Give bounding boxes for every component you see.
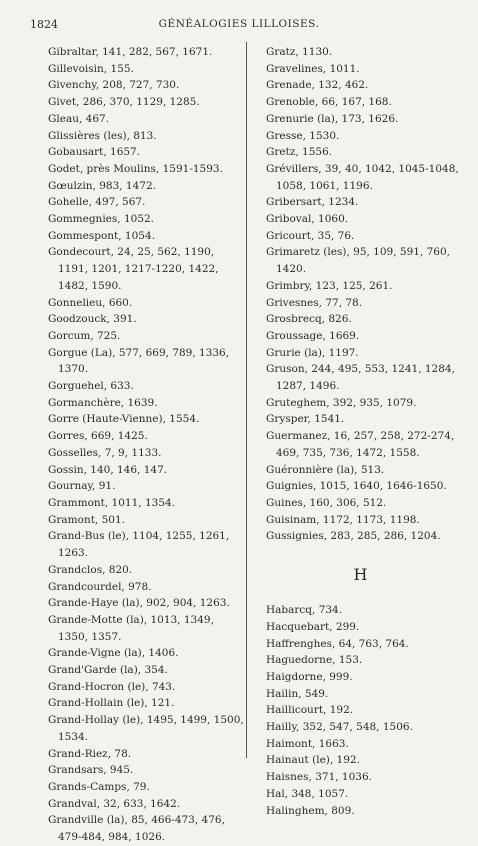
- index-entry: Gosselles, 7, 9, 1133.: [48, 446, 162, 459]
- page-header: [30, 18, 448, 34]
- index-entry: Haffrenghes, 64, 763, 764.: [266, 637, 409, 650]
- index-entry: Halinghem, 809.: [266, 804, 355, 817]
- column-divider: [246, 42, 247, 758]
- index-entry: Gohelle, 497, 567.: [48, 196, 146, 209]
- index-entry: Grandsars, 945.: [48, 764, 134, 777]
- index-entry: Hacquebart, 299.: [266, 620, 360, 633]
- index-entry: Gratz, 1130.: [266, 46, 333, 58]
- index-entry: Grammont, 1011, 1354.: [48, 496, 176, 509]
- index-entry: Gournay, 91.: [48, 480, 116, 493]
- g-entries: [258, 44, 463, 545]
- index-entry: Grands-Camps, 79.: [48, 780, 150, 793]
- index-entry: Gorres, 669, 1425.: [48, 430, 148, 443]
- index-entry: Griboval, 1060.: [266, 213, 349, 226]
- index-entry: Guisinam, 1172, 1173, 1198.: [266, 513, 420, 526]
- index-entry: Gorgue (La), 577, 669, 789, 1336, 1370.: [48, 346, 230, 376]
- index-entry: Gretz, 1556.: [266, 146, 333, 159]
- index-entry: Gibraltar, 141, 282, 567, 1671.: [48, 46, 213, 58]
- index-entry: Gruteghem, 392, 935, 1079.: [266, 396, 417, 409]
- index-entry: Hailin, 549.: [266, 687, 329, 700]
- index-entry: Grandval, 32, 633, 1642.: [48, 797, 181, 810]
- index-entry: Gossin, 140, 146, 147.: [48, 463, 168, 476]
- index-entry: Godet, près Moulins, 1591-1593.: [48, 162, 223, 175]
- index-entry: Gorcum, 725.: [48, 329, 121, 342]
- index-entry: Grurie (la), 1197.: [266, 346, 359, 359]
- index-entry: Grosbrecq, 826.: [266, 313, 352, 326]
- index-entry: Gommegnies, 1052.: [48, 213, 155, 226]
- section-letter: H: [353, 565, 368, 585]
- index-entry: Gommespont, 1054.: [48, 229, 155, 242]
- index-entry: Goodzouck, 391.: [48, 313, 137, 326]
- index-entry: Gresse, 1530.: [266, 129, 340, 142]
- index-entry: Grande-Vigne (la), 1406.: [48, 647, 179, 660]
- index-entry: Grenurie (la), 173, 1626.: [266, 112, 399, 125]
- index-entry: Gœulzin, 983, 1472.: [48, 179, 156, 192]
- index-entry: Grévillers, 39, 40, 1042, 1045-1048, 1058, 1061, 1196.: [266, 162, 459, 192]
- index-entry: Gorguehel, 633.: [48, 380, 134, 393]
- page-number: 1824: [30, 18, 58, 31]
- index-entry: Grande-Motte (la), 1013, 1349, 1350, 1357.: [48, 613, 214, 643]
- index-entry: Grimbry, 123, 125, 261.: [266, 279, 393, 292]
- index-entry: Grande-Haye (la), 902, 904, 1263.: [48, 597, 230, 610]
- index-entry: Grimaretz (les), 95, 109, 591, 760, 1420.: [266, 246, 450, 276]
- index-entry: Haillicourt, 192.: [266, 704, 354, 717]
- index-entry: Guignies, 1015, 1640, 1646-1650.: [266, 480, 447, 493]
- index-entry: Givet, 286, 370, 1129, 1285.: [48, 96, 200, 109]
- index-entry: Grenoble, 66, 167, 168.: [266, 96, 392, 109]
- index-entry: Guéronnière (la), 513.: [266, 463, 385, 476]
- index-entry: Grandville (la), 85, 466-473, 476, 479-484, 984, 1026.: [48, 814, 225, 844]
- index-entry: Haisnes, 371, 1036.: [266, 771, 372, 784]
- left-column: [40, 44, 245, 846]
- index-entry: Gleau, 467.: [48, 112, 110, 125]
- index-entry: Haguedorne, 153.: [266, 654, 363, 667]
- index-entry: Hal, 348, 1057.: [266, 787, 349, 800]
- index-entry: Gobausart, 1657.: [48, 146, 141, 159]
- index-entry: Hailly, 352, 547, 548, 1506.: [266, 721, 413, 734]
- index-entry: Grand-Hollain (le), 121.: [48, 697, 175, 710]
- index-entry: Gonnelieu, 660.: [48, 296, 133, 309]
- h-entries: [258, 602, 463, 819]
- running-title: GÉNÉALOGIES LILLOISES.: [158, 18, 320, 30]
- index-entry: Groussage, 1669.: [266, 329, 360, 342]
- index-entry: Grandclos, 820.: [48, 563, 133, 576]
- index-entry: Haigdorne, 999.: [266, 670, 353, 683]
- index-entry: Grand'Garde (la), 354.: [48, 664, 168, 677]
- index-entry: Glissières (les), 813.: [48, 129, 157, 142]
- index-entry: Grysper, 1541.: [266, 413, 345, 426]
- index-entry: Grand-Riez, 78.: [48, 747, 132, 760]
- index-entry: Grand-Hollay (le), 1495, 1499, 1500, 1534.: [48, 714, 244, 743]
- index-entry: Grand-Bus (le), 1104, 1255, 1261, 1263.: [48, 530, 230, 560]
- index-entry: Gramont, 501.: [48, 513, 125, 526]
- index-entry: Gravelines, 1011.: [266, 62, 360, 75]
- index-entry: Grandcourdel, 978.: [48, 580, 152, 593]
- index-entry: Grivesnes, 77, 78.: [266, 296, 363, 309]
- index-entry: Hainaut (le), 192.: [266, 754, 360, 767]
- index-entry: Gribersart, 1234.: [266, 196, 359, 209]
- index-entry: Guermanez, 16, 257, 258, 272-274, 469, 735, 736, 1472, 1558.: [266, 430, 455, 459]
- index-entry: Gillevoisin, 155.: [48, 62, 134, 75]
- index-entry: Gussignies, 283, 285, 286, 1204.: [266, 530, 441, 543]
- index-entry: Givenchy, 208, 727, 730.: [48, 79, 180, 92]
- index-entry: Grand-Hocron (le), 743.: [48, 680, 176, 693]
- index-entry: Haimont, 1663.: [266, 737, 349, 750]
- index-entry: Habarcq, 734.: [266, 604, 343, 617]
- index-entry: Gricourt, 35, 76.: [266, 229, 355, 242]
- index-entry: Gormanchère, 1639.: [48, 396, 158, 409]
- right-column: [258, 44, 463, 819]
- index-entry: Gorre (Haute-Vienne), 1554.: [48, 413, 200, 426]
- index-entry: Gondecourt, 24, 25, 562, 1190, 1191, 1201, 1217-1220, 1422, 1482, 1590.: [48, 246, 219, 292]
- index-entry: Guines, 160, 306, 512.: [266, 496, 387, 509]
- index-entry: Gruson, 244, 495, 553, 1241, 1284, 1287, 1496.: [266, 363, 455, 393]
- index-entry: Grenade, 132, 462.: [266, 79, 369, 92]
